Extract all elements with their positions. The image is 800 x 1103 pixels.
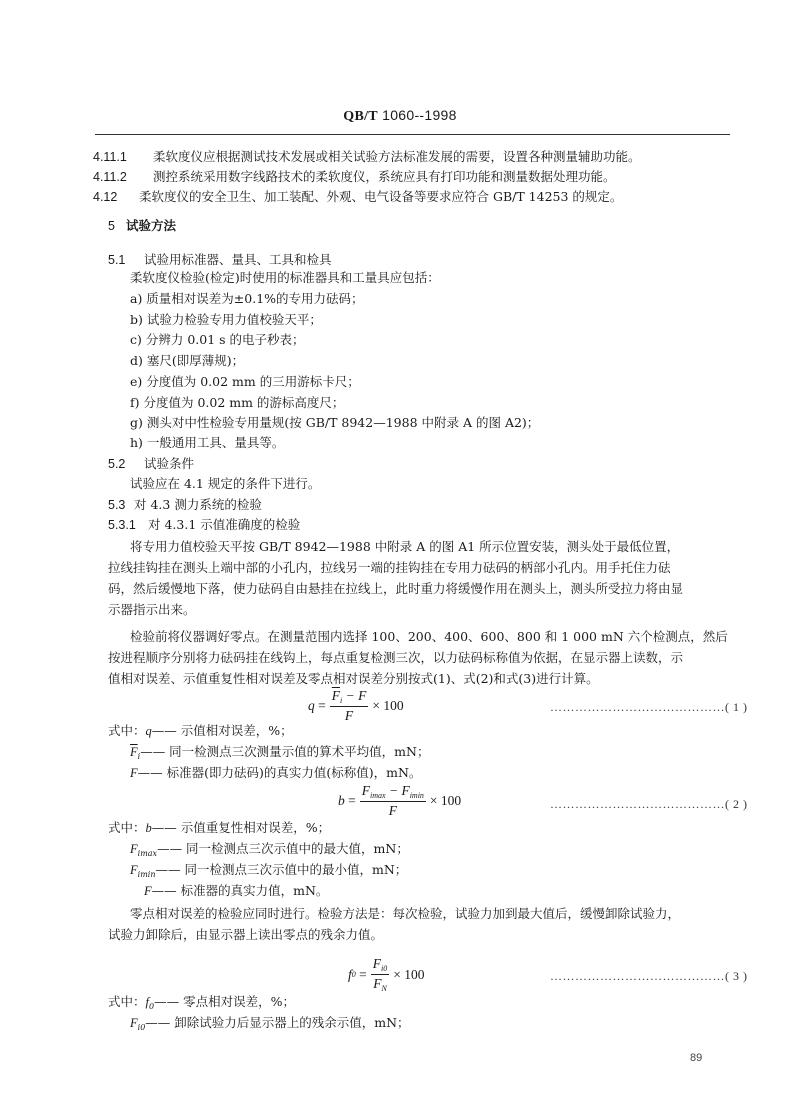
equation-2: b = $\frac{F_{imax} - F_{imin}}{F}$ × 100 bbox=[338, 783, 462, 818]
equipment-item-f: f) 分度值为 0.02 mm 的游标高度尺； bbox=[130, 395, 345, 410]
equipment-item-d: d) 塞尺(即厚薄规)； bbox=[130, 353, 245, 368]
clause-4-11-1: 4.11.1 柔软度仪应根据测试技术发展或相关试验方法标准发展的需要，设置各种测量辅助功能。 bbox=[93, 149, 641, 164]
equipment-item-g: g) 测头对中性检验专用量规(按 GB/T 8942—1988 中附录 A 的图 A2)； bbox=[130, 415, 540, 430]
clause-5-3-heading: 5.3 对 4.3 测力系统的检验 bbox=[108, 497, 262, 512]
clause-5-2-text: 试验应在 4.1 规定的条件下进行。 bbox=[130, 476, 321, 491]
eq1-def-q: 式中：q—— 示值相对误差，%； bbox=[108, 723, 293, 738]
paragraph-1-line-4: 示器指示出来。 bbox=[108, 602, 196, 617]
paragraph-1-line-3: 码，然后缓慢地下落，使力砝码自由悬挂在拉线上，此时重力将缓慢作用在测头上，测头所受拉力将由显 bbox=[108, 581, 684, 596]
paragraph-2-line-1: 检验前将仪器调好零点。在测量范围内选择 100、200、400、600、800 和 1 000 mN 六个检测点，然后 bbox=[130, 629, 728, 644]
equation-1-number: ……………………………………( 1 ) bbox=[550, 700, 748, 714]
eq2-def-b: 式中：b—— 示值重复性相对误差，%； bbox=[108, 820, 331, 835]
equation-2-number: ……………………………………( 2 ) bbox=[550, 797, 748, 811]
eq1-def-f: F—— 标准器(即力砝码)的真实力值(标称值)，mN。 bbox=[130, 765, 422, 780]
page-number: 89 bbox=[690, 1052, 703, 1064]
eq1-def-fi: $\overline{F}_i——$ 同一检测点三次测量示值的算术平均值，mN； bbox=[130, 744, 430, 761]
standard-code: QB/T bbox=[343, 109, 378, 124]
paragraph-1-line-1: 将专用力值校验天平按 GB/T 8942—1988 中附录 A 的图 A1 所示位置安装，测头处于最低位置， bbox=[130, 539, 680, 554]
equation-3-number: ……………………………………( 3 ) bbox=[550, 969, 748, 983]
clause-4-12: 4.12 柔软度仪的安全卫生、加工装配、外观、电气设备等要求应符合 GB/T 14253 的规定。 bbox=[93, 189, 623, 204]
zero-paragraph-line-1: 零点相对误差的检验应同时进行。检验方法是：每次检验，试验力加到最大值后，缓慢卸除试验力， bbox=[130, 906, 681, 921]
eq2-def-f: F—— 标准器的真实力值，mN。 bbox=[144, 883, 329, 898]
paragraph-2-line-3: 值相对误差、示值重复性相对误差及零点相对误差分别按式(1)、式(2)和式(3)进行计算。 bbox=[108, 671, 599, 686]
section-5-heading: 5 试验方法 bbox=[108, 218, 177, 233]
equation-1: q = $\frac{\overline{F}_i - F}{F}$ × 100 bbox=[308, 688, 404, 723]
header-rule bbox=[95, 134, 730, 135]
equation-3: f 0 = $\frac{F_{i0}}{F_N}$ × 100 bbox=[348, 956, 425, 993]
equipment-item-h: h) 一般通用工具、量具等。 bbox=[130, 435, 285, 450]
eq3-def-fi0: $F_{i0}——$ 卸除试验力后显示器上的残余示值，mN； bbox=[130, 1015, 410, 1032]
paragraph-2-line-2: 按进程顺序分别将力砝码挂在线钩上，每点重复检测三次，以力砝码标称值为依据，在显示器上读数，示 bbox=[108, 650, 684, 665]
fraction: $\frac{\overline{F}_i - F}{F}$ bbox=[331, 688, 367, 723]
clause-5-1-intro: 柔软度仪检验(检定)时使用的标准器具和工量具应包括： bbox=[130, 270, 440, 285]
equipment-item-c: c) 分辨力 0.01 s 的电子秒表； bbox=[130, 332, 305, 347]
eq2-def-fimax: $F_{imax}——$ 同一检测点三次示值中的最大值，mN； bbox=[130, 841, 409, 858]
fraction: $\frac{F_{i0}}{F_N}$ bbox=[372, 956, 388, 993]
fraction: $\frac{F_{imax} - F_{imin}}{F}$ bbox=[361, 783, 424, 818]
equipment-item-b: b) 试验力检验专用力值校验天平； bbox=[130, 312, 322, 327]
clause-5-1-heading: 5.1 试验用标准器、量具、工具和检具 bbox=[108, 252, 332, 267]
standard-number: 1060--1998 bbox=[382, 107, 457, 123]
clause-4-11-2: 4.11.2 测控系统采用数字线路技术的柔软度仪，系统应具有打印功能和测量数据处理功能。 bbox=[93, 169, 616, 184]
eq3-def-f0: 式中：$f_0——$ 零点相对误差，%； bbox=[108, 994, 295, 1011]
document-header bbox=[0, 107, 800, 125]
eq2-def-fimin: $F_{imin}——$ 同一检测点三次示值中的最小值，mN； bbox=[130, 862, 408, 879]
paragraph-1-line-2: 拉线挂钩挂在测头上端中部的小孔内，拉线另一端的挂钩挂在专用力砝码的柄部小孔内。用手托住力砝 bbox=[108, 560, 671, 575]
clause-5-2-heading: 5.2 试验条件 bbox=[108, 456, 195, 471]
clause-5-3-1-heading: 5.3.1 对 4.3.1 示值准确度的检验 bbox=[108, 517, 301, 532]
zero-paragraph-line-2: 试验力卸除后，由显示器上读出零点的残余力值。 bbox=[108, 927, 384, 942]
equipment-item-a: a) 质量相对误差为±0.1%的专用力砝码； bbox=[130, 291, 364, 306]
equipment-item-e: e) 分度值为 0.02 mm 的三用游标卡尺； bbox=[130, 374, 360, 389]
